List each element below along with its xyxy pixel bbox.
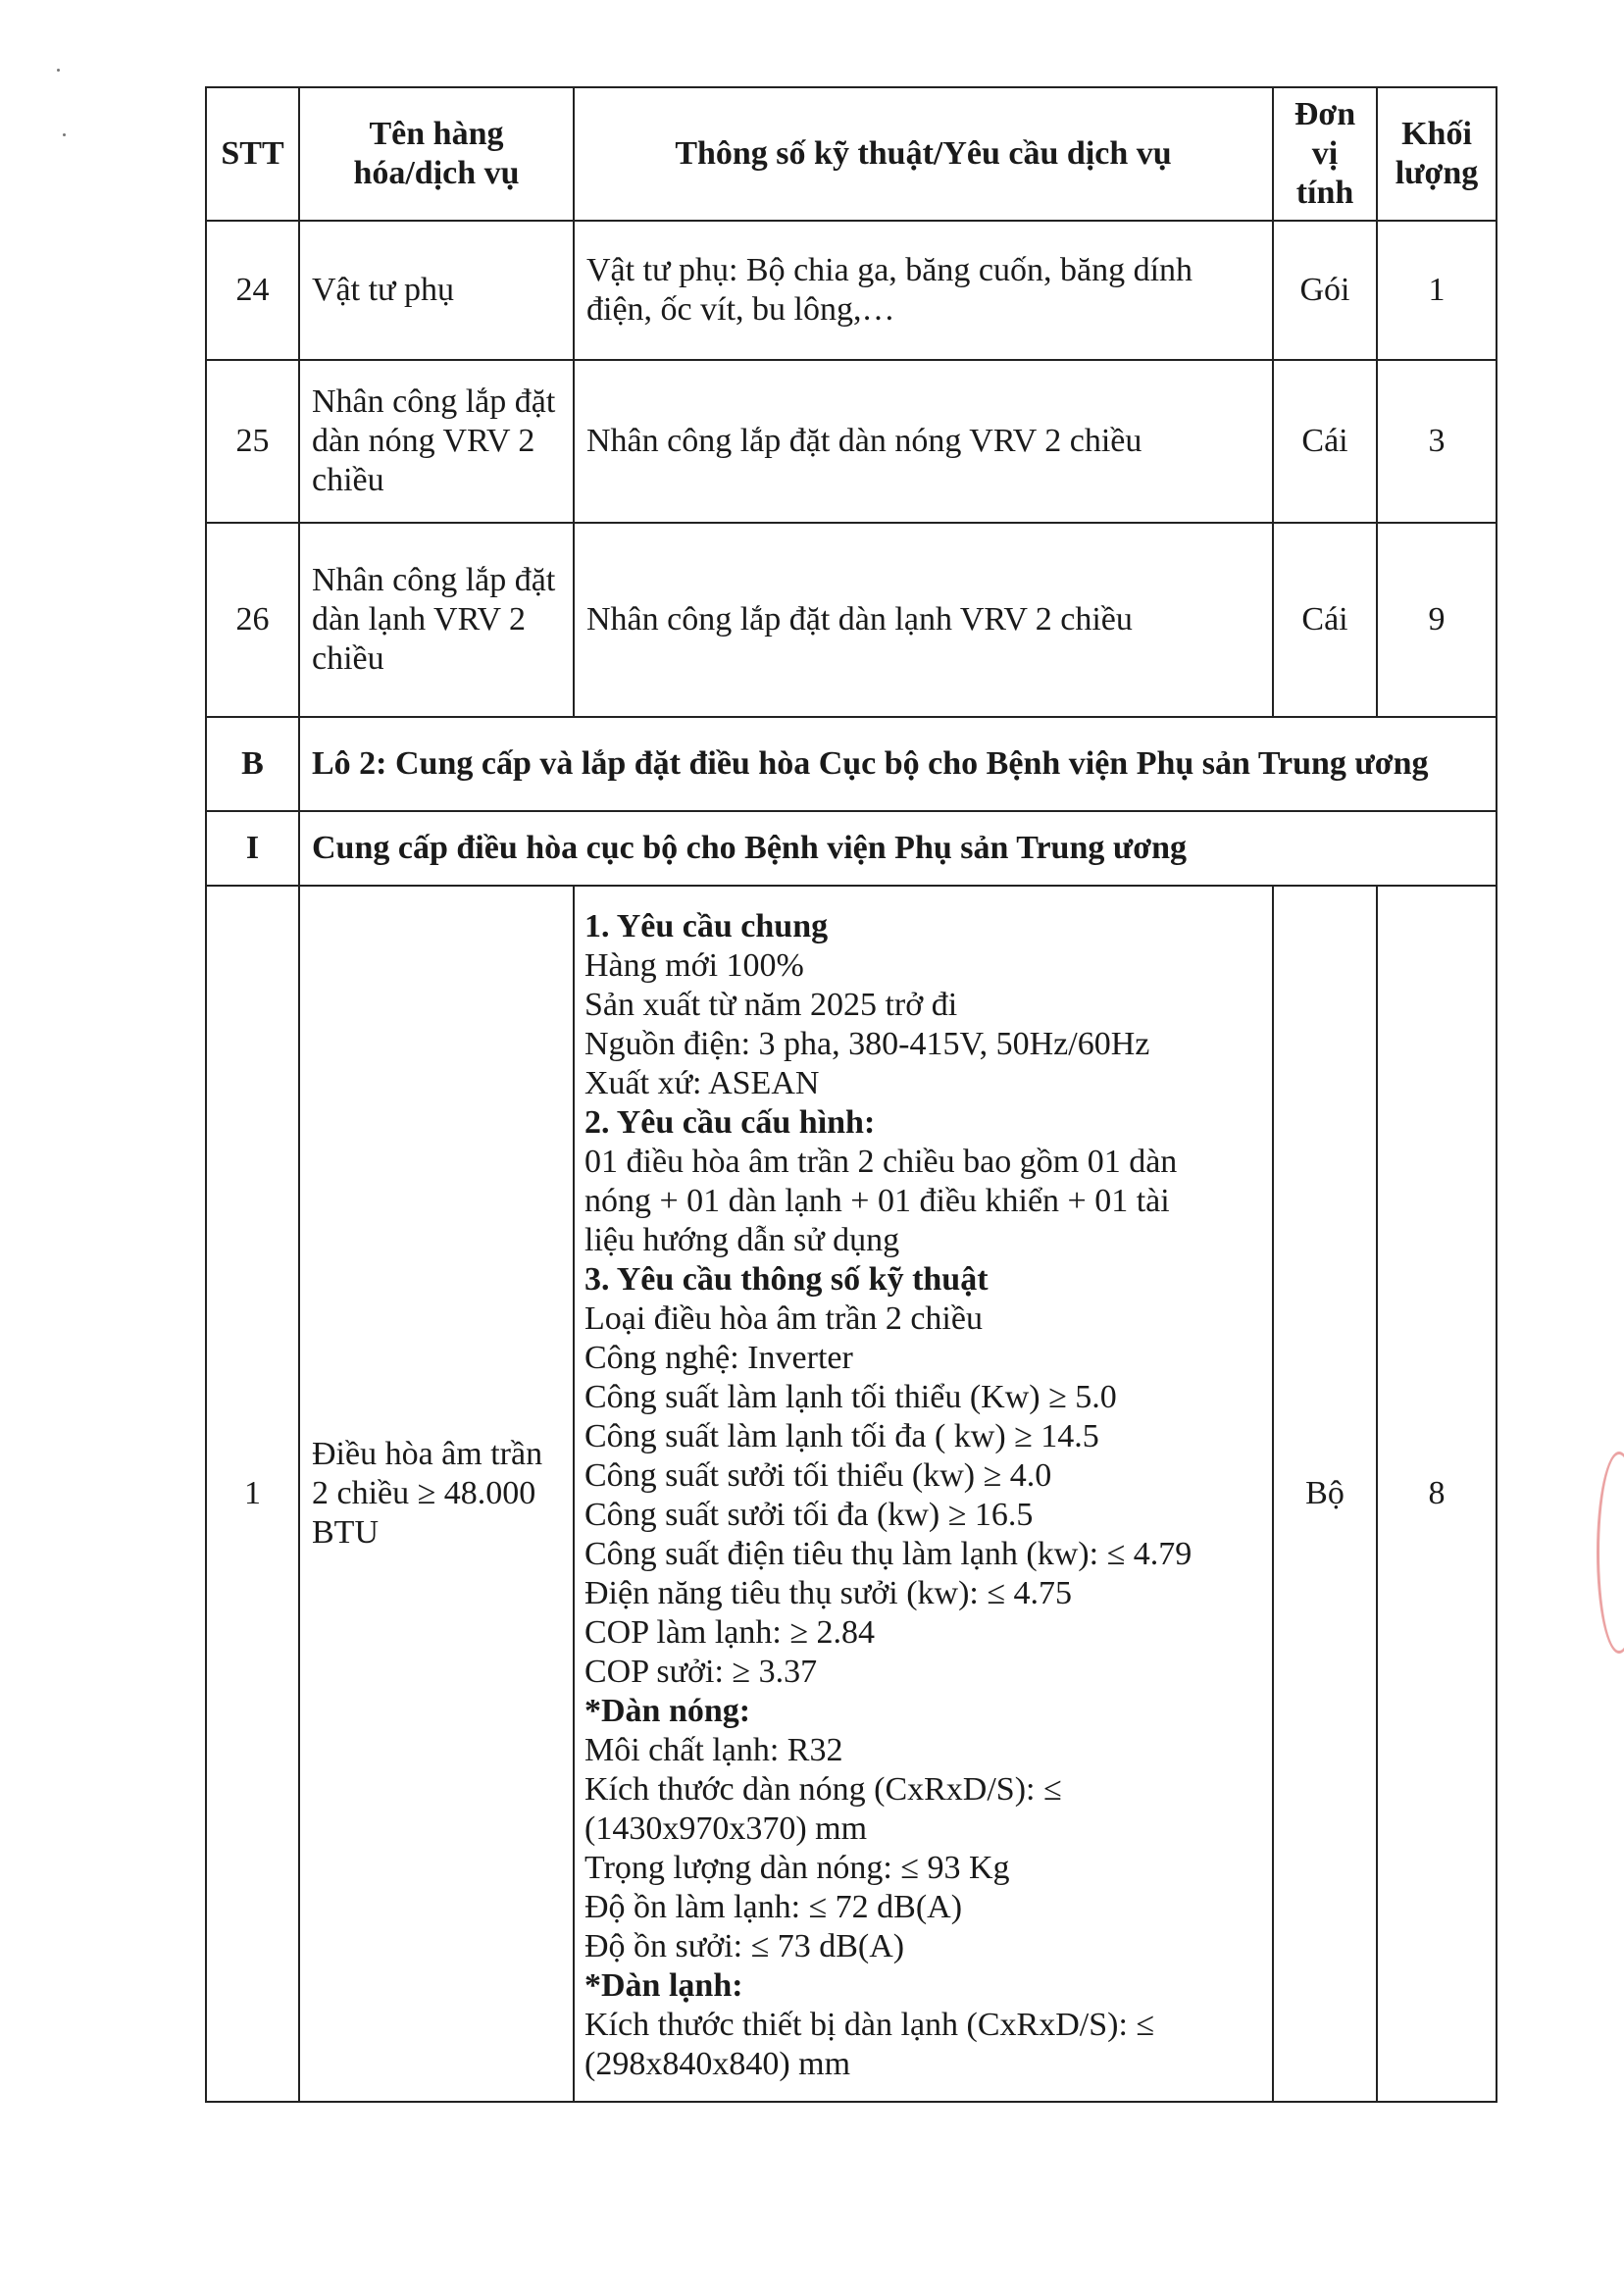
cell-stt: 26 — [206, 523, 299, 717]
spec-heading: *Dàn lạnh: — [584, 1967, 743, 2004]
section-code: B — [206, 717, 299, 811]
spec-line: Công suất điện tiêu thụ làm lạnh (kw): ≤ 4.79 — [584, 1536, 1193, 1572]
section-title: Lô 2: Cung cấp và lắp đặt điều hòa Cục bộ cho Bệnh viện Phụ sản Trung ương — [299, 717, 1497, 811]
spec-line: Xuất xứ: ASEAN — [584, 1065, 820, 1101]
spec-line: (298x840x840) mm — [584, 2046, 851, 2082]
cell-unit: Bộ — [1273, 886, 1377, 2102]
cell-name: Nhân công lắp đặt dàn nóng VRV 2 chiều — [299, 360, 574, 523]
cell-spec — [574, 886, 1273, 2102]
spec-heading: 1. Yêu cầu chung — [584, 908, 829, 944]
cell-qty: 3 — [1377, 360, 1497, 523]
col-header-unit: Đơn vị tính — [1273, 87, 1377, 221]
cell-spec: Vật tư phụ: Bộ chia ga, băng cuốn, băng dính điện, ốc vít, bu lông,… — [574, 221, 1273, 360]
section-row-i — [206, 811, 1497, 886]
header-row — [206, 87, 1497, 221]
spec-line: Hàng mới 100% — [584, 947, 804, 984]
scan-mark — [57, 69, 60, 72]
spec-line: Loại điều hòa âm trần 2 chiều — [584, 1300, 983, 1337]
spec-line: Công nghệ: Inverter — [584, 1340, 853, 1376]
spec-heading: *Dàn nóng: — [584, 1693, 751, 1729]
spec-line: Môi chất lạnh: R32 — [584, 1732, 843, 1768]
col-header-stt: STT — [206, 87, 299, 221]
col-header-spec: Thông số kỹ thuật/Yêu cầu dịch vụ — [574, 87, 1273, 221]
table-row — [206, 523, 1497, 717]
cell-spec: Nhân công lắp đặt dàn nóng VRV 2 chiều — [574, 360, 1273, 523]
spec-line: Kích thước dàn nóng (CxRxD/S): ≤ — [584, 1771, 1062, 1808]
spec-line-list — [584, 907, 1262, 2084]
cell-unit: Cái — [1273, 360, 1377, 523]
cell-stt: 25 — [206, 360, 299, 523]
section-row-b — [206, 717, 1497, 811]
spec-line: Công suất làm lạnh tối đa ( kw) ≥ 14.5 — [584, 1418, 1099, 1454]
spec-heading: 3. Yêu cầu thông số kỹ thuật — [584, 1261, 989, 1298]
cell-stt: 24 — [206, 221, 299, 360]
cell-unit: Gói — [1273, 221, 1377, 360]
spec-line: Công suất sưởi tối đa (kw) ≥ 16.5 — [584, 1497, 1034, 1533]
spec-line: Độ ồn sưởi: ≤ 73 dB(A) — [584, 1928, 905, 1964]
table-row — [206, 886, 1497, 2102]
spec-line: 01 điều hòa âm trần 2 chiều bao gồm 01 dàn — [584, 1144, 1178, 1180]
spec-line: Trọng lượng dàn nóng: ≤ 93 Kg — [584, 1850, 1010, 1886]
cell-spec: Nhân công lắp đặt dàn lạnh VRV 2 chiều — [574, 523, 1273, 717]
spec-line: (1430x970x370) mm — [584, 1810, 868, 1847]
cell-name: Nhân công lắp đặt dàn lạnh VRV 2 chiều — [299, 523, 574, 717]
spec-line: Kích thước thiết bị dàn lạnh (CxRxD/S): ≤ — [584, 2007, 1155, 2043]
section-title: Cung cấp điều hòa cục bộ cho Bệnh viện Phụ sản Trung ương — [299, 811, 1497, 886]
cell-unit: Cái — [1273, 523, 1377, 717]
spec-line: Nguồn điện: 3 pha, 380-415V, 50Hz/60Hz — [584, 1026, 1150, 1062]
spec-line: COP sưởi: ≥ 3.37 — [584, 1654, 818, 1690]
spec-line: Công suất làm lạnh tối thiểu (Kw) ≥ 5.0 — [584, 1379, 1117, 1415]
spec-line: nóng + 01 dàn lạnh + 01 điều khiển + 01 tài — [584, 1183, 1170, 1219]
col-header-name: Tên hàng hóa/dịch vụ — [299, 87, 574, 221]
table-row — [206, 221, 1497, 360]
spec-heading: 2. Yêu cầu cấu hình: — [584, 1104, 876, 1141]
col-header-qty: Khối lượng — [1377, 87, 1497, 221]
red-seal-fragment — [1597, 1452, 1624, 1654]
section-code: I — [206, 811, 299, 886]
spec-line: Điện năng tiêu thụ sưởi (kw): ≤ 4.75 — [584, 1575, 1073, 1611]
specification-table — [205, 86, 1497, 2103]
cell-qty: 8 — [1377, 886, 1497, 2102]
cell-qty: 1 — [1377, 221, 1497, 360]
cell-stt: 1 — [206, 886, 299, 2102]
cell-name: Điều hòa âm trần 2 chiều ≥ 48.000 BTU — [299, 886, 574, 2102]
cell-qty: 9 — [1377, 523, 1497, 717]
table-row — [206, 360, 1497, 523]
spec-line: Công suất sưởi tối thiểu (kw) ≥ 4.0 — [584, 1457, 1052, 1494]
spec-line: COP làm lạnh: ≥ 2.84 — [584, 1614, 876, 1651]
scan-mark — [63, 133, 66, 136]
spec-line: Độ ồn làm lạnh: ≤ 72 dB(A) — [584, 1889, 963, 1925]
cell-name: Vật tư phụ — [299, 221, 574, 360]
spec-line: liệu hướng dẫn sử dụng — [584, 1222, 900, 1258]
spec-line: Sản xuất từ năm 2025 trở đi — [584, 987, 958, 1023]
